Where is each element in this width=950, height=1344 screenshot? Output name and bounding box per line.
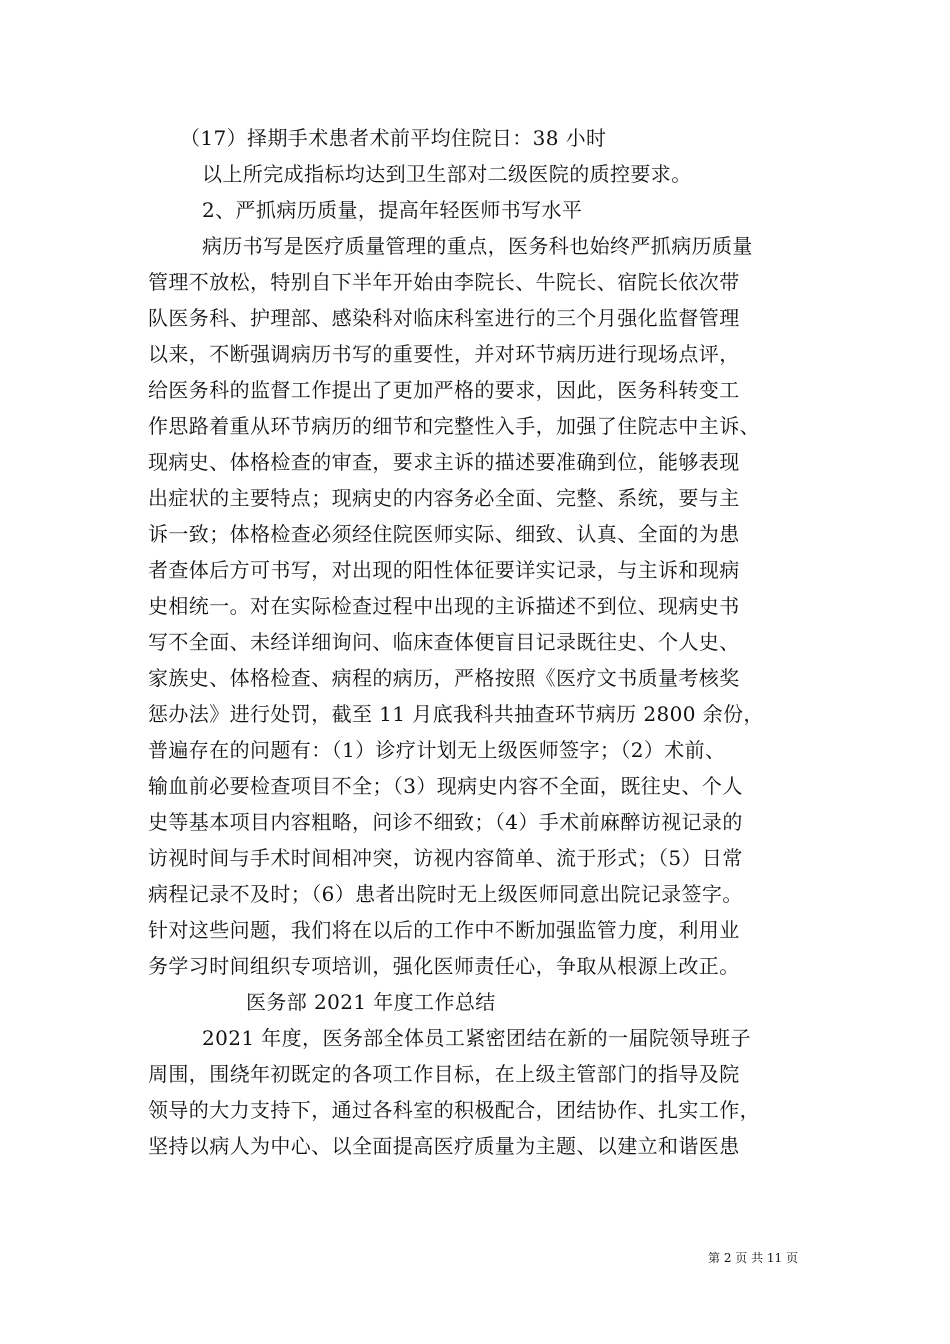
text-line: 普遍存在的问题有：（1）诊疗计划无上级医师签字；（2）术前、: [148, 738, 726, 762]
text-line: 2021 年度，医务部全体员工紧密团结在新的一届院领导班子: [202, 1026, 751, 1050]
text-line: 诉一致；体格检查必须经住院医师实际、细致、认真、全面的为患: [148, 522, 740, 546]
text-line: 坚持以病人为中心、以全面提高医疗质量为主题、以建立和谐医患: [148, 1134, 740, 1158]
text-line: 家族史、体格检查、病程的病历，严格按照《医疗文书质量考核奖: [148, 666, 740, 690]
text-line: 务学习时间组织专项培训，强化医师责任心，争取从根源上改正。: [148, 954, 740, 978]
text-line: 史等基本项目内容粗略，问诊不细致；（4）手术前麻醉访视记录的: [148, 810, 743, 834]
text-line: （17）择期手术患者术前平均住院日：38 小时: [180, 126, 607, 150]
text-line: 史相统一。对在实际检查过程中出现的主诉描述不到位、现病史书: [148, 594, 740, 618]
document-title: 医务部 2021 年度工作总结: [246, 990, 496, 1014]
text-line: 针对这些问题，我们将在以后的工作中不断加强监管力度，利用业: [148, 918, 740, 942]
text-line: 输血前必要检查项目不全；（3）现病史内容不全面，既往史、个人: [148, 774, 743, 798]
text-line: 队医务科、护理部、感染科对临床科室进行的三个月强化监督管理: [148, 306, 740, 330]
page-number: 第 2 页 共 11 页: [708, 1251, 798, 1265]
text-line: 管理不放松，特别自下半年开始由李院长、牛院长、宿院长依次带: [148, 270, 740, 294]
section-heading: 2、严抓病历质量，提高年轻医师书写水平: [202, 198, 583, 222]
text-line: 访视时间与手术时间相冲突，访视内容简单、流于形式；（5）日常: [148, 846, 743, 870]
text-line: 病历书写是医疗质量管理的重点，医务科也始终严抓病历质量: [202, 234, 753, 258]
text-line: 病程记录不及时；（6）患者出院时无上级医师同意出院记录签字。: [148, 882, 743, 906]
text-line: 作思路着重从环节病历的细节和完整性入手，加强了住院志中主诉、: [148, 414, 760, 438]
text-line: 惩办法》进行处罚，截至 11 月底我科共抽查环节病历 2800 余份，: [148, 702, 764, 726]
text-line: 周围，围绕年初既定的各项工作目标，在上级主管部门的指导及院: [148, 1062, 740, 1086]
text-line: 领导的大力支持下，通过各科室的积极配合，团结协作、扎实工作，: [148, 1098, 760, 1122]
text-line: 以上所完成指标均达到卫生部对二级医院的质控要求。: [202, 162, 692, 186]
text-line: 写不全面、未经详细询问、临床查体便盲目记录既往史、个人史、: [148, 630, 740, 654]
text-line: 以来，不断强调病历书写的重要性，并对环节病历进行现场点评，: [148, 342, 740, 366]
text-line: 出症状的主要特点；现病史的内容务必全面、完整、系统，要与主: [148, 486, 740, 510]
text-line: 给医务科的监督工作提出了更加严格的要求，因此，医务科转变工: [148, 378, 740, 402]
text-line: 现病史、体格检查的审查，要求主诉的描述要准确到位，能够表现: [148, 450, 740, 474]
text-line: 者查体后方可书写，对出现的阳性体征要详实记录，与主诉和现病: [148, 558, 740, 582]
